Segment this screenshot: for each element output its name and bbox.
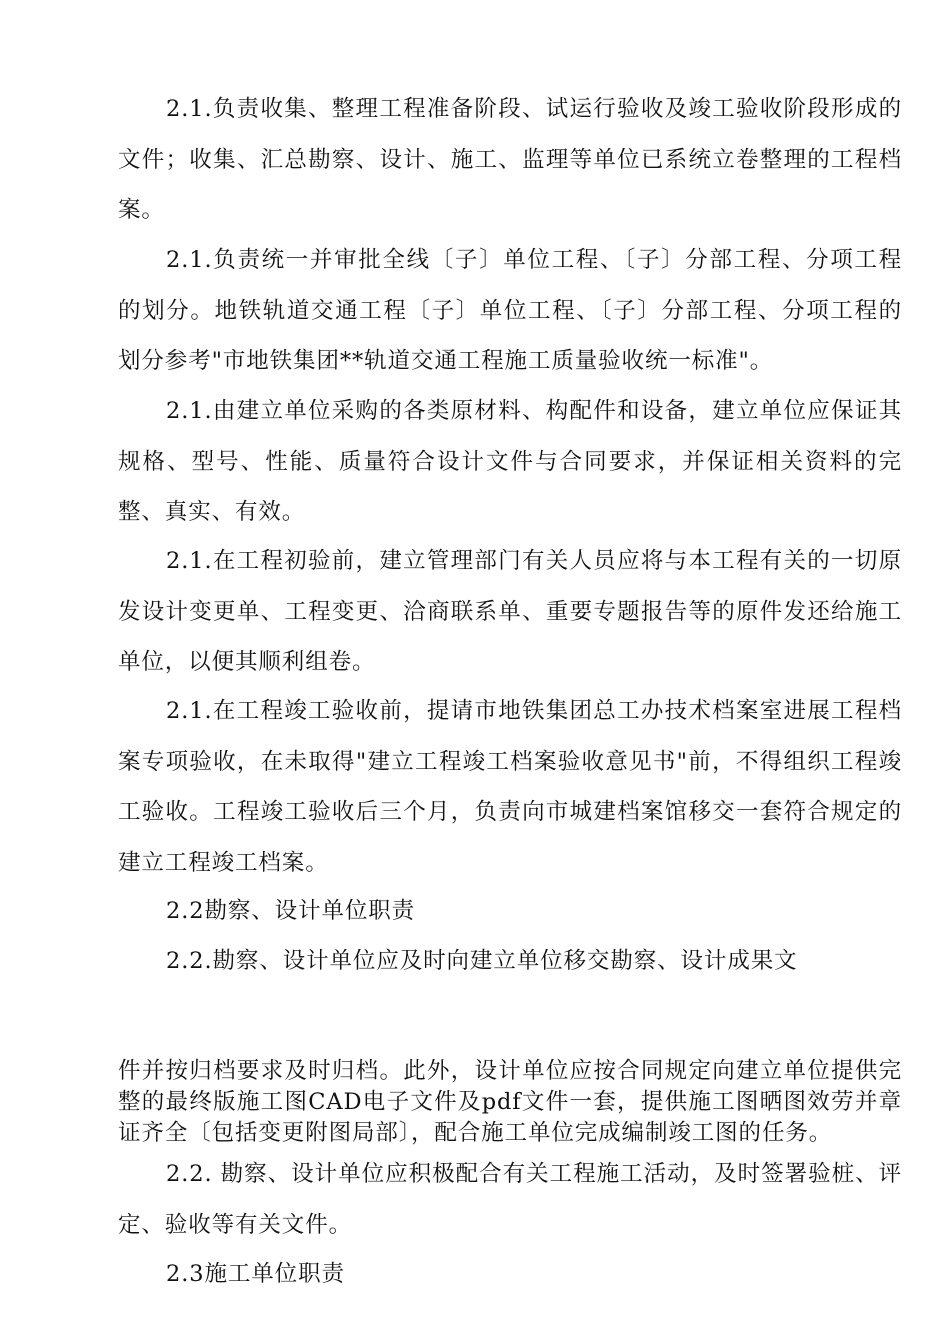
- paragraph-material-procurement: 2.1.由建立单位采购的各类原材料、构配件和设备，建立单位应保证其规格、型号、性能、质量符合设计文件与合同要求，并保证相关资料的完整、真实、有效。: [118, 398, 902, 525]
- section-heading-construction: 2.3施工单位职责: [166, 1261, 345, 1287]
- paragraph-archive-collection: 2.1.负责收集、整理工程准备阶段、试运行验收及竣工验收阶段形成的文件；收集、汇总勘察、设计、施工、监理等单位已系统立卷整理的工程档案。: [118, 96, 902, 223]
- paragraph-survey-deliverables: 2.2.勘察、设计单位应及时向建立单位移交勘察、设计成果文: [166, 948, 798, 974]
- paragraph-initial-inspection: 2.1.在工程初验前，建立管理部门有关人员应将与本工程有关的一切原发设计变更单、工程变更、洽商联系单、重要专题报告等的原件发还给施工单位，以便其顺利组卷。: [118, 548, 902, 675]
- paragraph-cooperation: 2.2. 勘察、设计单位应积极配合有关工程施工活动，及时签署验桩、评定、验收等有关文件。: [118, 1161, 902, 1238]
- paragraph-design-files-continued: 件并按归档要求及时归档。此外，设计单位应按合同规定向建立单位提供完整的最终版施工图CAD电子文件及pdf文件一套，提供施工图晒图效劳并章证齐全〔包括变更附图局部〕，配合施工单位完成编制竣工图的任务。: [118, 1058, 902, 1146]
- section-heading-survey-design: 2.2勘察、设计单位职责: [166, 898, 416, 924]
- paragraph-project-division: 2.1.负责统一并审批全线〔子〕单位工程、〔子〕分部工程、分项工程的划分。地铁轨道交通工程〔子〕单位工程、〔子〕分部工程、分项工程的划分参考"市地铁集团**轨道交通工程施工质量验收统一标准"。: [118, 247, 902, 374]
- paragraph-completion-acceptance: 2.1.在工程竣工验收前，提请市地铁集团总工办技术档案室进展工程档案专项验收，在未取得"建立工程竣工档案验收意见书"前，不得组织工程竣工验收。工程竣工验收后三个月，负责向市城建档案馆移交一套符合规定的建立工程竣工档案。: [118, 698, 902, 876]
